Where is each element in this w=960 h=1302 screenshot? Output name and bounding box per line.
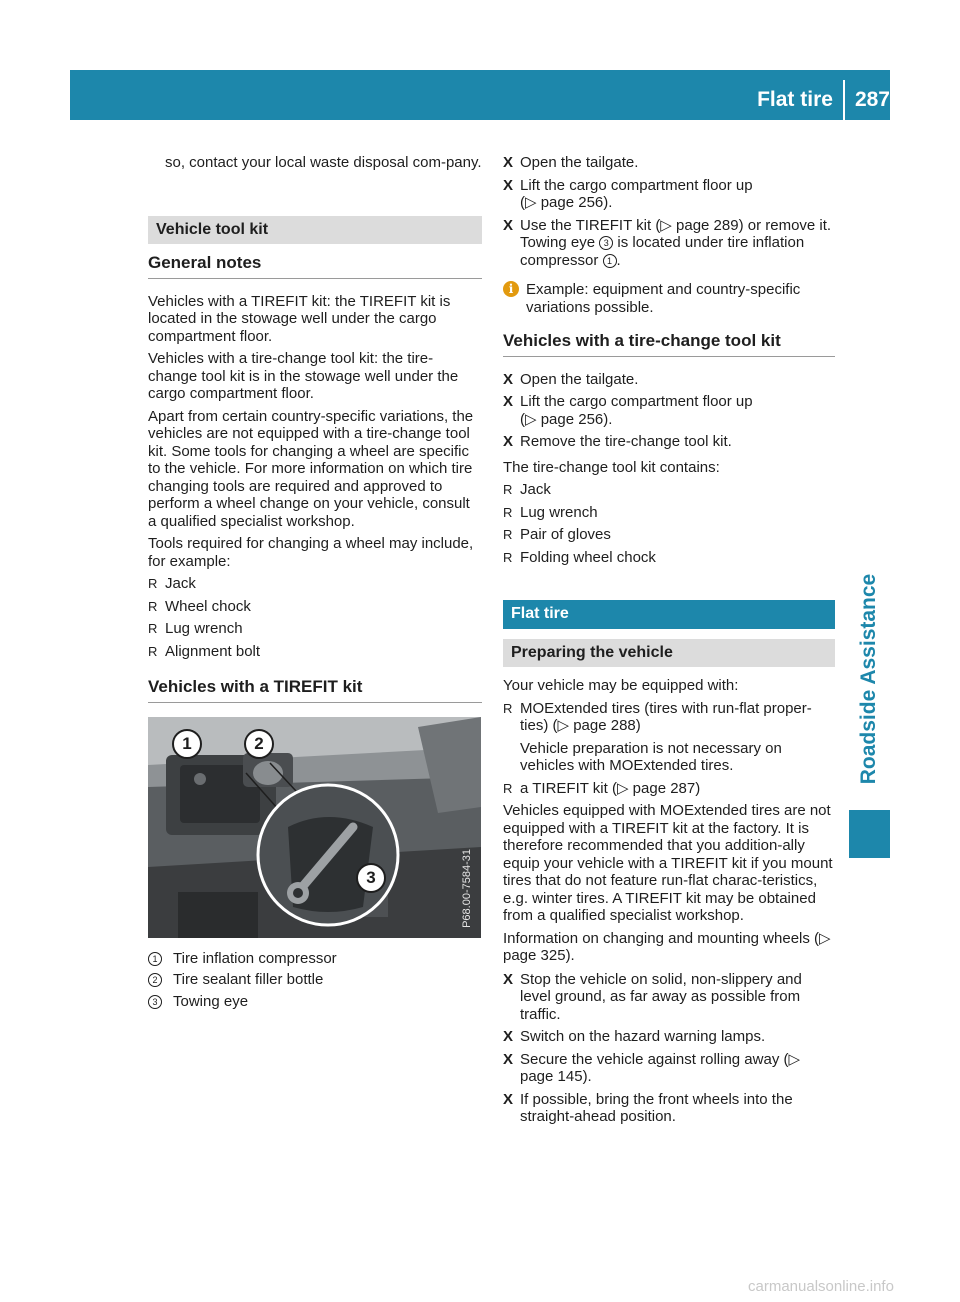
paragraph-tirefit-location: Vehicles with a TIREFIT kit: the TIREFIT kit is located in the stowage well under the cargo compartment floor. bbox=[148, 292, 451, 345]
page-reference[interactable]: (▷ page 256). bbox=[520, 194, 613, 211]
bullet-mark: R bbox=[503, 780, 513, 796]
bullet-mark: R bbox=[503, 549, 513, 565]
step-item: X Switch on the hazard warning lamps. bbox=[503, 1028, 766, 1045]
bullet-mark: R bbox=[503, 504, 513, 520]
callout-3: 3 bbox=[356, 863, 386, 893]
legend-number: 2 bbox=[148, 973, 162, 987]
list-item: R a TIREFIT kit (▷ page 287) bbox=[503, 779, 701, 797]
legend-item: 2 Tire sealant filler bottle bbox=[148, 971, 482, 989]
info-icon: i bbox=[503, 281, 519, 297]
step-arrow-icon: X bbox=[503, 393, 514, 410]
list-item: R MOExtended tires (tires with run-flat proper-ties) (▷ page 288) bbox=[503, 699, 812, 734]
left-column bbox=[148, 154, 482, 1014]
step-arrow-icon: X bbox=[503, 433, 514, 450]
bullet-mark: R bbox=[503, 527, 513, 542]
step-arrow-icon: X bbox=[503, 176, 514, 194]
header-separator bbox=[843, 80, 845, 120]
step-item: X Lift the cargo compartment floor up (▷ page 256). bbox=[503, 393, 753, 428]
bullet-mark: R bbox=[148, 621, 158, 636]
paragraph-kit-contains: The tire-change tool kit contains: bbox=[503, 458, 720, 476]
header-title bbox=[757, 80, 890, 120]
legend-number: 3 bbox=[148, 995, 162, 1009]
step-arrow-icon: X bbox=[503, 216, 514, 234]
step-arrow-icon: X bbox=[503, 154, 514, 171]
intro-text: so, contact your local waste disposal com-pany. bbox=[165, 154, 482, 171]
info-note: i Example: equipment and country-specific variations possible. bbox=[503, 281, 835, 316]
step-arrow-icon: X bbox=[503, 1090, 514, 1108]
list-item: R Alignment bolt bbox=[148, 642, 261, 660]
bullet-mark: R bbox=[148, 598, 158, 614]
band-vehicle-tool-kit: Vehicle tool kit bbox=[148, 216, 482, 245]
callout-2: 2 bbox=[244, 729, 274, 759]
legend-item: 3 Towing eye bbox=[148, 993, 482, 1011]
heading-general-notes: General notes bbox=[148, 254, 482, 279]
step-arrow-icon: X bbox=[503, 970, 514, 988]
side-tab-block bbox=[849, 810, 890, 858]
legend-item: 1 Tire inflation compressor bbox=[148, 950, 482, 968]
tool-kit-photo bbox=[148, 717, 481, 938]
list-item: R Wheel chock bbox=[148, 597, 251, 615]
watermark: carmanualsonline.info bbox=[748, 1278, 894, 1295]
step-item: X Open the tailgate. bbox=[503, 154, 639, 171]
step-arrow-icon: X bbox=[503, 1050, 514, 1068]
inline-number: 1 bbox=[603, 254, 617, 268]
band-preparing-vehicle: Preparing the vehicle bbox=[503, 639, 835, 668]
step-arrow-icon: X bbox=[503, 1028, 514, 1045]
step-item: X If possible, bring the front wheels into the straight-ahead position. bbox=[503, 1090, 793, 1125]
page-number: 287 bbox=[854, 88, 890, 111]
right-column bbox=[503, 154, 835, 1131]
band-flat-tire: Flat tire bbox=[503, 600, 835, 629]
paragraph-tools-required: Tools required for changing a wheel may include, for example: bbox=[148, 535, 474, 570]
step-item: X Open the tailgate. bbox=[503, 370, 639, 388]
heading-tirefit-kit: Vehicles with a TIREFIT kit bbox=[148, 678, 482, 703]
callout-1: 1 bbox=[172, 729, 202, 759]
step-item: X Stop the vehicle on solid, non-slippery and level ground, as far away as possible from traffic. bbox=[503, 970, 802, 1023]
side-tab-label: Roadside Assistance bbox=[857, 573, 880, 785]
page-reference[interactable]: (▷ page 256). bbox=[520, 410, 613, 428]
bullet-mark: R bbox=[148, 643, 158, 659]
bullet-mark: R bbox=[148, 576, 158, 591]
bullet-mark: R bbox=[503, 482, 513, 497]
step-item: X Remove the tire-change tool kit. bbox=[503, 433, 732, 450]
list-item: R Lug wrench bbox=[503, 503, 598, 521]
paragraph-moextended-note: Vehicle preparation is not necessary on vehicles with MOExtended tires. bbox=[520, 739, 782, 774]
list-item: R Pair of gloves bbox=[503, 526, 611, 543]
step-item: X Lift the cargo compartment floor up (▷ page 256). bbox=[503, 176, 753, 211]
paragraph-equipped-with: Your vehicle may be equipped with: bbox=[503, 677, 739, 694]
legend-number: 1 bbox=[148, 952, 162, 966]
photo-code: P68.00-7584-31 bbox=[460, 848, 473, 928]
list-item: R Jack bbox=[148, 575, 196, 592]
step-item: X Use the TIREFIT kit (▷ page 289) or remove it. Towing eye 3 is located under tire inflation compressor 1 . bbox=[503, 216, 832, 269]
step-arrow-icon: X bbox=[503, 370, 514, 388]
list-item: R Lug wrench bbox=[148, 620, 243, 637]
list-item: R Jack bbox=[503, 481, 551, 498]
bullet-mark: R bbox=[503, 700, 513, 716]
section-title: Flat tire bbox=[757, 88, 833, 111]
heading-tire-change-kit: Vehicles with a tire-change tool kit bbox=[503, 332, 835, 357]
paragraph-changing-wheels-info: Information on changing and mounting wheels (▷ page 325). bbox=[503, 929, 831, 964]
inline-number: 3 bbox=[599, 236, 613, 250]
list-item: R Folding wheel chock bbox=[503, 548, 656, 566]
paragraph-toolkit-location: Vehicles with a tire-change tool kit: the tire-change tool kit is in the stowage well under the cargo compartment floor. bbox=[148, 350, 459, 402]
paragraph-country-variations: Apart from certain country-specific variations, the vehicles are not equipped with a tire-change tool kit. Some tools for changing a wheel are specific to the vehicle. For more information on which tire changing tools are required and approved to perform a wheel change on your vehicle, consult a qualified specialist workshop. bbox=[148, 407, 474, 530]
step-item: X Secure the vehicle against rolling away (▷ page 145). bbox=[503, 1050, 801, 1085]
paragraph-moextended-tirefit: Vehicles equipped with MOExtended tires are not equipped with a TIREFIT kit at the factory. It is therefore recommended that you addition-ally equip your vehicle with a TIREFIT kit if you mount tires that do not feature run-flat charac-teristics, e.g. winter tires. A TIREFIT kit may be obtained from a qualified specialist workshop. bbox=[503, 802, 833, 924]
